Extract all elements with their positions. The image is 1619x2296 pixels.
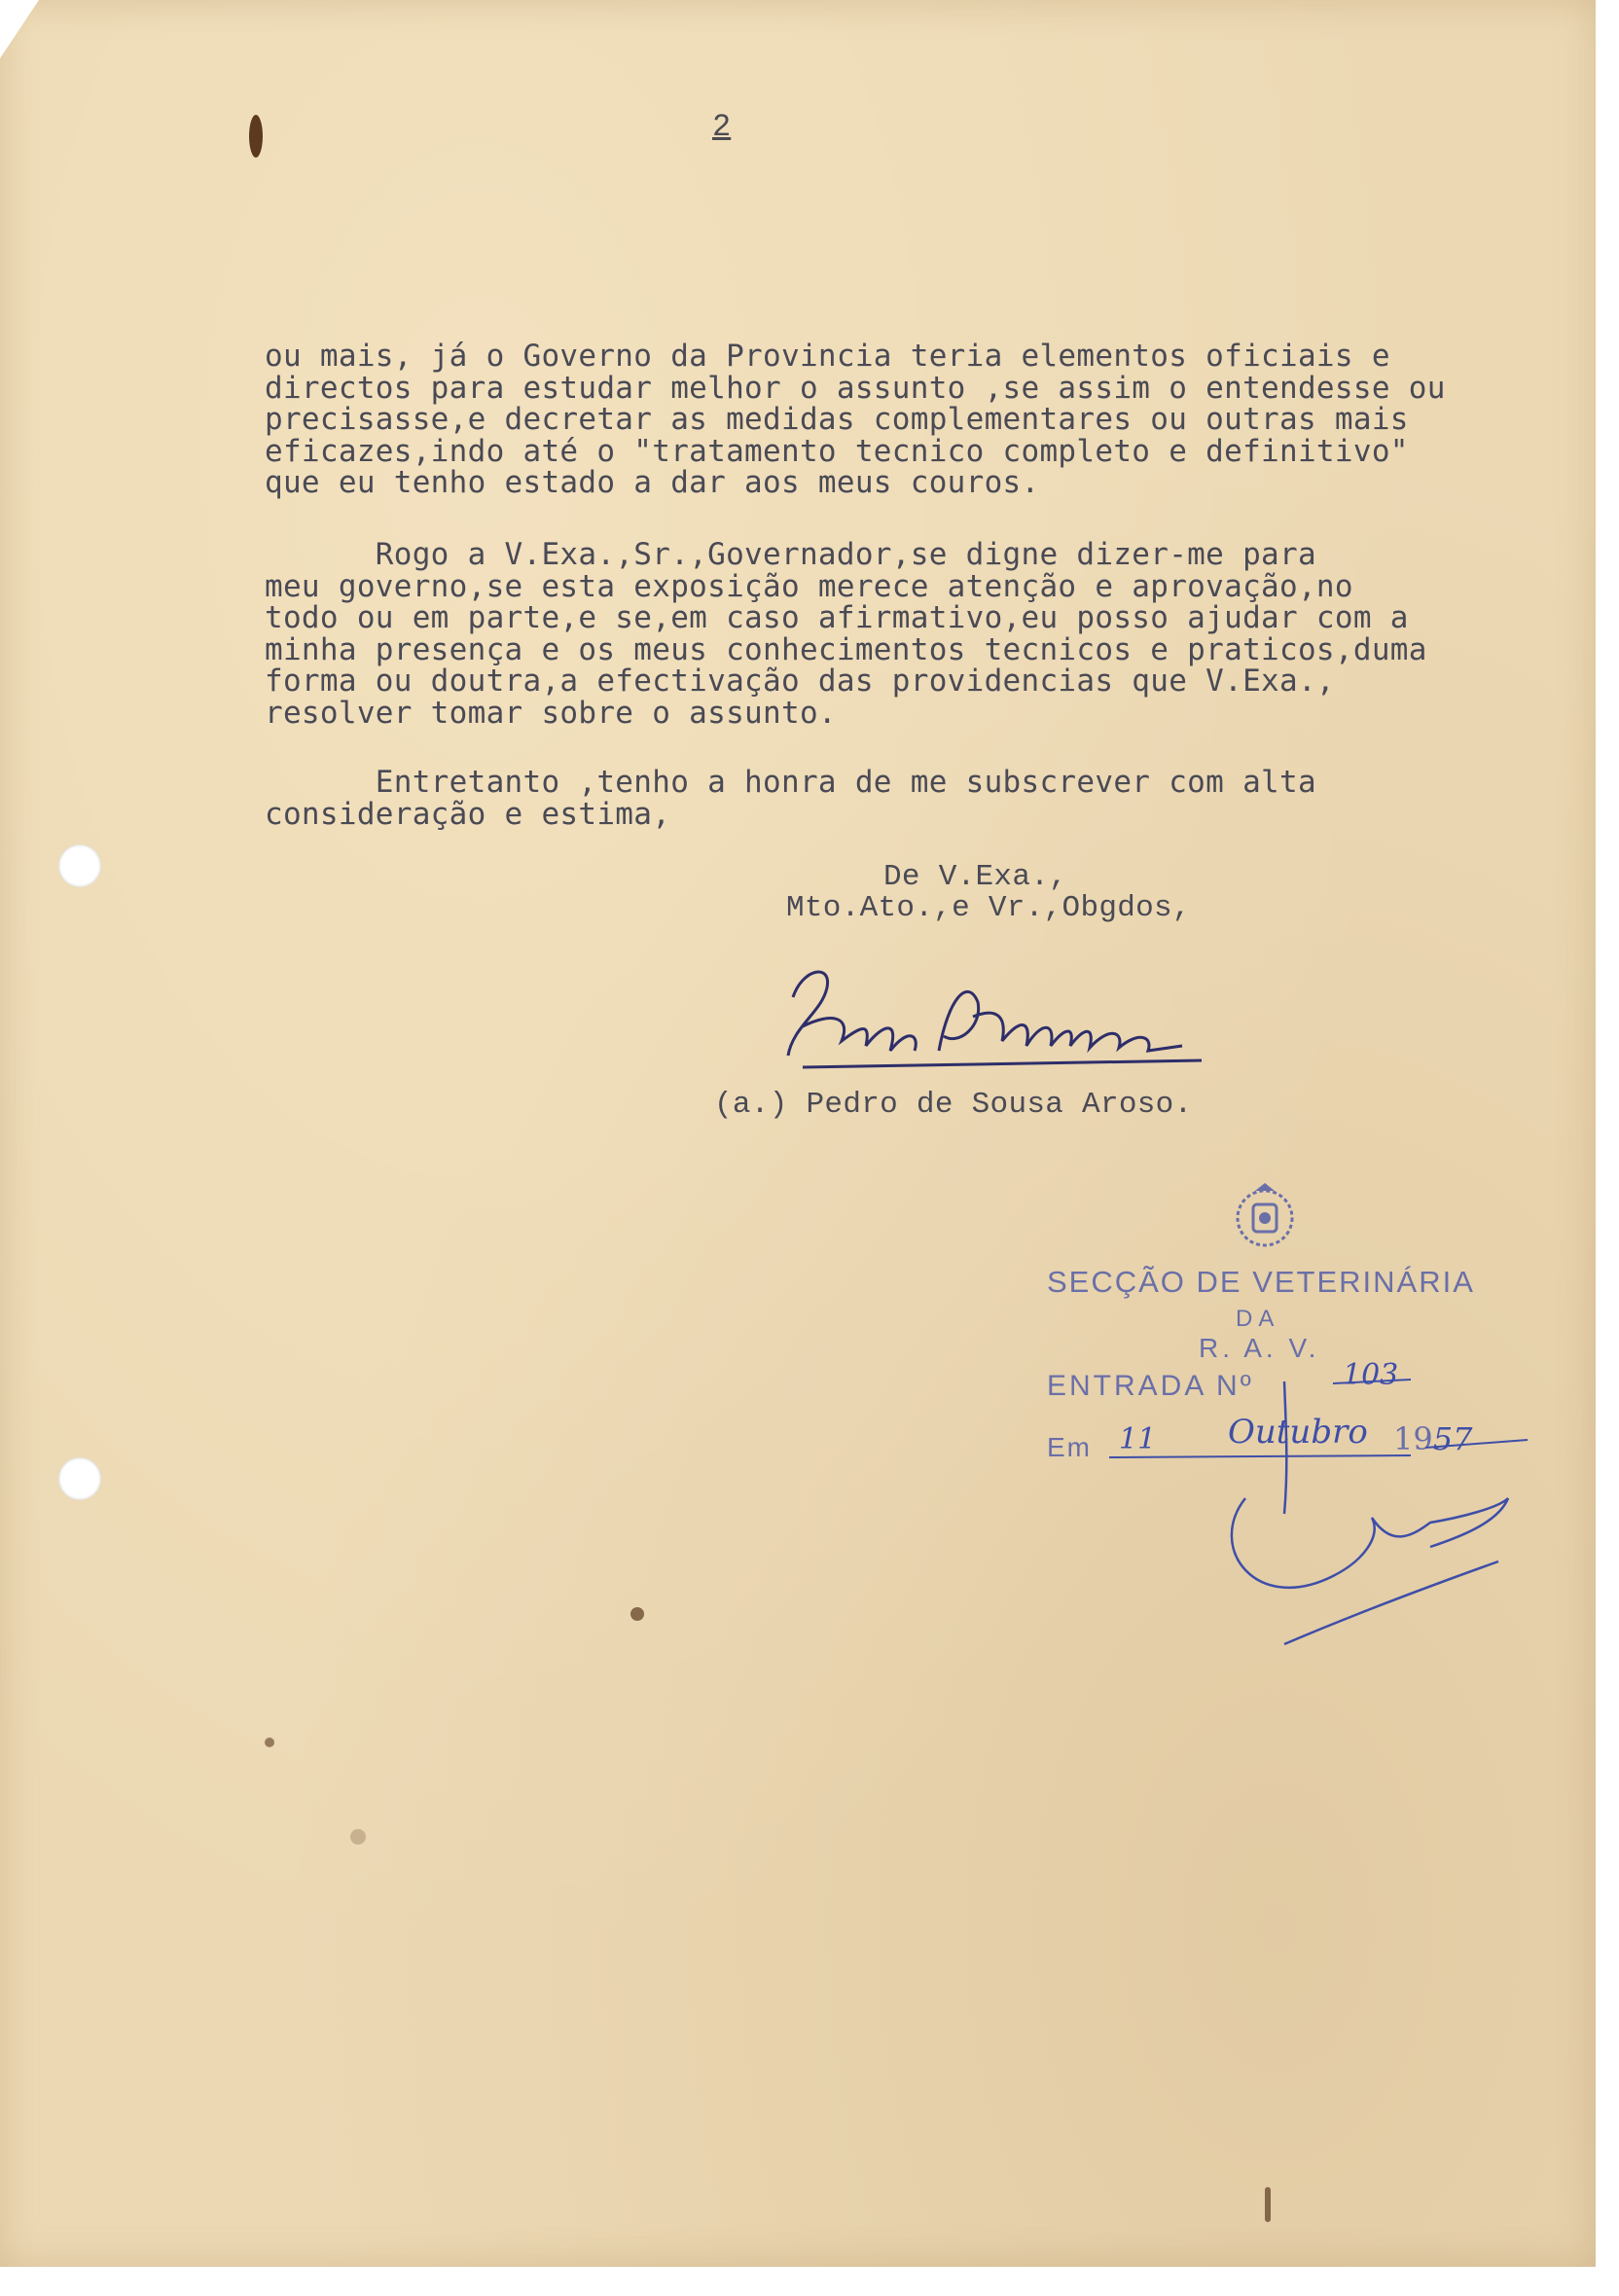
stain-spot xyxy=(265,1738,274,1747)
stamp-date-year-suffix: 57 xyxy=(1432,1420,1473,1457)
stamp-lines-and-initials xyxy=(1041,1352,1547,1664)
text-line: directos para estudar melhor o assunto ,se assim o entendesse ou xyxy=(265,370,1446,406)
stain-spot xyxy=(630,1607,644,1621)
stamp-da: DA xyxy=(1236,1306,1280,1332)
text-line: que eu tenho estado a dar aos meus couros. xyxy=(265,465,1040,501)
stamp-date-day: 11 xyxy=(1119,1422,1157,1456)
text-line: Rogo a V.Exa.,Sr.,Governador,se digne dizer-me para xyxy=(265,537,1316,572)
text-line: precisasse,e decretar as medidas complementares ou outras mais xyxy=(265,402,1409,438)
stain-spot xyxy=(350,1829,366,1845)
text-line: eficazes,indo até o "tratamento tecnico completo e definitivo" xyxy=(265,433,1409,469)
letter-paragraph-2 xyxy=(265,539,1427,730)
punch-hole-top xyxy=(58,844,101,887)
folded-corner xyxy=(0,0,39,58)
text-line: forma ou doutra,a efectivação das providencias que V.Exa., xyxy=(265,664,1335,700)
letter-paragraph-1 xyxy=(265,341,1446,499)
stamp-entrada-label: ENTRADA Nº xyxy=(1047,1370,1254,1402)
text-line: todo ou em parte,e se,em caso afirmativo,eu posso ajudar com a xyxy=(265,600,1409,636)
signed-name: (a.) Pedro de Sousa Aroso. xyxy=(714,1088,1193,1122)
stamp-date-month: Outubro xyxy=(1228,1413,1368,1452)
stamp-entrada-number: 103 xyxy=(1343,1358,1399,1392)
stamp-section-title: SECÇÃO DE VETERINÁRIA xyxy=(1047,1265,1475,1299)
stamp-em-label: Em xyxy=(1047,1432,1092,1462)
text-line: meu governo,se esta exposição merece atenção e aprovação,no xyxy=(265,568,1353,604)
letter-paragraph-3 xyxy=(265,767,1316,830)
closing-salutation: De V.Exa., xyxy=(883,860,1068,894)
punch-hole-bottom xyxy=(58,1457,101,1500)
text-line: ou mais, já o Governo da Provincia teria elementos oficiais e xyxy=(265,339,1390,374)
stamp-date-year-prefix: 19 xyxy=(1393,1420,1433,1457)
page-number: 2 xyxy=(712,109,732,145)
coat-of-arms-emblem xyxy=(1216,1179,1313,1257)
ink-blot xyxy=(249,115,263,158)
handwritten-signature xyxy=(774,958,1221,1085)
text-line: consideração e estima, xyxy=(265,796,671,832)
text-line: Entretanto ,tenho a honra de me subscrever com alta xyxy=(265,765,1316,800)
closing-formula: Mto.Ato.,e Vr.,Obgdos, xyxy=(786,891,1191,925)
text-line: minha presença e os meus conhecimentos tecnicos e praticos,duma xyxy=(265,631,1427,667)
stamp-rav: R. A. V. xyxy=(1199,1333,1320,1363)
text-line: resolver tomar sobre o assunto. xyxy=(265,695,837,731)
stain-mark xyxy=(1265,2187,1271,2222)
